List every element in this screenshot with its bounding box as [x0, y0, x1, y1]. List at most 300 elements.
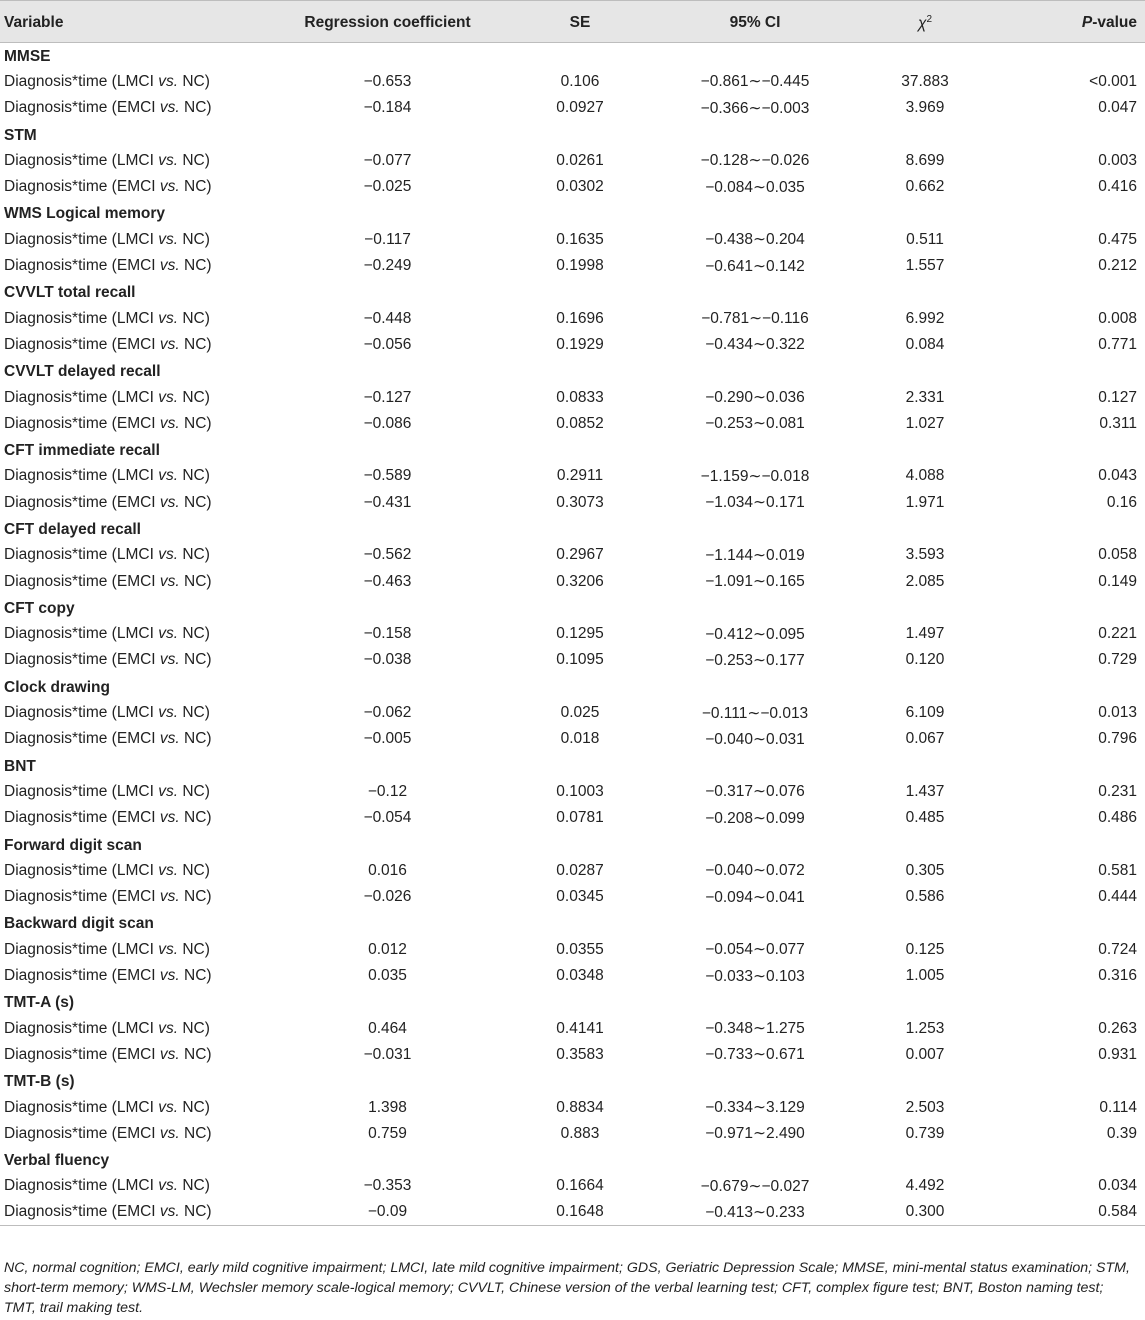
comparison-prefix: Diagnosis*time (	[4, 1203, 117, 1221]
cell-regression-coefficient: −0.026	[363, 888, 412, 906]
comparison-group: EMCI	[116, 967, 160, 985]
comparison-prefix: Diagnosis*time (	[4, 888, 117, 906]
cell-chi-square: 2.331	[905, 388, 945, 406]
cell-comparison	[0, 1015, 270, 1041]
comparison-group: LMCI	[116, 782, 159, 800]
cell-se: 0.0355	[556, 940, 604, 958]
comparison-suffix: NC)	[179, 730, 212, 748]
comparison-vs: vs.	[159, 888, 180, 906]
cell-p-value: 0.39	[1106, 1124, 1137, 1142]
comparison-group: LMCI	[116, 72, 159, 90]
comparison-vs: vs.	[158, 625, 179, 643]
cell-comparison	[0, 1173, 270, 1199]
cell-regression-coefficient: −0.353	[363, 1177, 412, 1195]
cell-se: 0.2967	[556, 546, 604, 564]
cell-chi-square: 1.437	[905, 782, 945, 800]
cell-se: 0.1295	[556, 625, 604, 643]
cell-comparison	[0, 726, 270, 752]
cell-p-value: 0.724	[1098, 940, 1137, 958]
comparison-vs: vs.	[159, 572, 180, 590]
cell-95-ci: −0.348∼1.275	[705, 1020, 805, 1038]
cell-regression-coefficient: −0.005	[363, 730, 412, 748]
comparison-vs: vs.	[159, 1124, 180, 1142]
comparison-vs: vs.	[158, 467, 179, 485]
cell-p-value: 0.316	[1098, 967, 1137, 985]
cell-chi-square: 0.305	[905, 861, 945, 879]
comparison-group: EMCI	[116, 1203, 160, 1221]
cell-p-value: 0.047	[1098, 99, 1137, 117]
cell-95-ci: −0.253∼0.081	[705, 415, 805, 433]
header-p-value	[995, 1, 1145, 43]
cell-regression-coefficient: 0.759	[368, 1124, 407, 1142]
cell-chi-square: 1.971	[905, 493, 945, 511]
comparison-prefix: Diagnosis*time (	[4, 467, 117, 485]
comparison-prefix: Diagnosis*time (	[4, 861, 117, 879]
cell-chi-square: 1.253	[905, 1019, 945, 1037]
cell-comparison	[0, 700, 270, 726]
cell-p-value: 0.475	[1098, 230, 1137, 248]
section-row	[0, 595, 1145, 621]
section-title: Verbal fluency	[4, 1152, 110, 1170]
cell-se: 0.0781	[556, 809, 604, 827]
cell-regression-coefficient: −0.054	[363, 809, 412, 827]
cell-chi-square: 0.007	[905, 1045, 945, 1063]
section-title: Forward digit scan	[4, 836, 142, 854]
cell-chi-square: 3.969	[905, 99, 945, 117]
comparison-vs: vs.	[159, 1203, 180, 1221]
comparison-vs: vs.	[159, 809, 180, 827]
cell-regression-coefficient: −0.056	[363, 335, 412, 353]
comparison-suffix: NC)	[179, 572, 212, 590]
cell-regression-coefficient: −0.589	[363, 467, 412, 485]
comparison-prefix: Diagnosis*time (	[4, 309, 117, 327]
cell-comparison	[0, 1200, 270, 1226]
table-row	[0, 174, 1145, 200]
section-title: Backward digit scan	[4, 915, 154, 933]
table-row	[0, 805, 1145, 831]
section-title: WMS Logical memory	[4, 205, 166, 223]
comparison-group: EMCI	[116, 651, 160, 669]
cell-chi-square: 3.593	[905, 546, 945, 564]
cell-95-ci: −0.128∼−0.026	[700, 152, 810, 170]
cell-chi-square: 1.497	[905, 625, 945, 643]
cell-regression-coefficient: 0.016	[368, 861, 407, 879]
cell-p-value: 0.013	[1098, 704, 1137, 722]
cell-95-ci: −0.971∼2.490	[705, 1125, 805, 1143]
comparison-suffix: NC)	[179, 967, 212, 985]
cell-regression-coefficient: 1.398	[368, 1098, 407, 1116]
comparison-group: LMCI	[116, 1019, 159, 1037]
section-row	[0, 121, 1145, 147]
cell-chi-square: 6.992	[905, 309, 945, 327]
comparison-suffix: NC)	[179, 257, 212, 275]
table-row	[0, 95, 1145, 121]
comparison-group: LMCI	[116, 230, 159, 248]
comparison-vs: vs.	[159, 99, 180, 117]
comparison-suffix: NC)	[178, 940, 210, 958]
cell-p-value: 0.729	[1098, 651, 1137, 669]
cell-regression-coefficient: −0.562	[363, 546, 412, 564]
comparison-group: EMCI	[116, 888, 160, 906]
cell-regression-coefficient: −0.062	[363, 704, 412, 722]
table-header	[0, 1, 1145, 43]
cell-se: 0.1929	[556, 335, 604, 353]
cell-se: 0.025	[560, 704, 600, 722]
comparison-vs: vs.	[158, 230, 179, 248]
cell-se: 0.0927	[556, 99, 604, 117]
comparison-prefix: Diagnosis*time (	[4, 72, 117, 90]
cell-comparison	[0, 69, 270, 95]
section-row	[0, 831, 1145, 857]
comparison-group: LMCI	[116, 625, 159, 643]
comparison-vs: vs.	[158, 1019, 179, 1037]
cell-95-ci: −1.034∼0.171	[705, 494, 805, 512]
comparison-vs: vs.	[159, 967, 180, 985]
cell-chi-square: 0.120	[905, 651, 945, 669]
cell-se: 0.1095	[556, 651, 604, 669]
cell-chi-square: 2.085	[905, 572, 945, 590]
table-row	[0, 963, 1145, 989]
comparison-prefix: Diagnosis*time (	[4, 940, 117, 958]
cell-comparison	[0, 858, 270, 884]
section-title: MMSE	[4, 47, 51, 65]
p-italic: P	[1081, 14, 1093, 31]
comparison-group: EMCI	[116, 809, 160, 827]
cell-se: 0.0287	[556, 861, 604, 879]
table-row	[0, 568, 1145, 594]
table-row	[0, 411, 1145, 437]
comparison-vs: vs.	[158, 151, 179, 169]
comparison-suffix: NC)	[179, 414, 212, 432]
cell-95-ci: −0.434∼0.322	[705, 336, 805, 354]
cell-chi-square: 6.109	[905, 704, 945, 722]
cell-se: 0.3206	[556, 572, 604, 590]
comparison-suffix: NC)	[179, 493, 212, 511]
table-row	[0, 937, 1145, 963]
comparison-vs: vs.	[158, 782, 179, 800]
cell-se: 0.0833	[556, 388, 604, 406]
cell-chi-square: 0.662	[905, 178, 945, 196]
p-rest: -value	[1092, 14, 1137, 31]
cell-regression-coefficient: −0.463	[363, 572, 412, 590]
comparison-group: EMCI	[116, 335, 160, 353]
comparison-vs: vs.	[158, 940, 179, 958]
comparison-suffix: NC)	[178, 704, 210, 722]
comparison-suffix: NC)	[179, 335, 212, 353]
cell-95-ci: −0.366∼−0.003	[700, 99, 810, 117]
comparison-group: LMCI	[116, 467, 159, 485]
cell-comparison	[0, 805, 270, 831]
cell-se: 0.1635	[556, 230, 604, 248]
cell-regression-coefficient: 0.464	[368, 1019, 407, 1037]
cell-p-value: 0.114	[1099, 1098, 1137, 1116]
comparison-suffix: NC)	[179, 809, 212, 827]
cell-se: 0.0852	[556, 414, 604, 432]
comparison-suffix: NC)	[179, 1124, 212, 1142]
cell-chi-square: 8.699	[905, 151, 945, 169]
cell-se: 0.0302	[556, 178, 604, 196]
comparison-vs: vs.	[159, 414, 180, 432]
cell-se: 0.3583	[556, 1045, 604, 1063]
cell-regression-coefficient: −0.127	[363, 388, 412, 406]
table-footnote: NC, normal cognition; EMCI, early mild cognitive impairment; LMCI, late mild cognitive impairment; GDS, Geriatric Depression Scale; MMSE, mini-mental status examination; STM, short-term memory; WMS-LM, Wechsler memory scale-logical memory; CVVLT, Chinese version of the verbal learning test; CFT, complex figure test; BNT, Boston naming test; TMT, trail making test.	[4, 1260, 1130, 1316]
cell-se: 0.0345	[556, 888, 604, 906]
cell-p-value: 0.771	[1098, 335, 1137, 353]
comparison-suffix: NC)	[178, 1098, 210, 1116]
table-row	[0, 647, 1145, 673]
cell-chi-square: 4.492	[905, 1177, 945, 1195]
cell-p-value: 0.149	[1098, 572, 1137, 590]
comparison-prefix: Diagnosis*time (	[4, 572, 117, 590]
cell-regression-coefficient: −0.09	[367, 1203, 408, 1221]
cell-p-value: 0.584	[1098, 1203, 1137, 1221]
comparison-group: LMCI	[116, 1098, 159, 1116]
cell-p-value: 0.058	[1098, 546, 1137, 564]
cell-95-ci: −0.040∼0.072	[705, 862, 805, 880]
cell-comparison	[0, 1042, 270, 1068]
comparison-prefix: Diagnosis*time (	[4, 1124, 117, 1142]
cell-comparison	[0, 884, 270, 910]
table-row	[0, 1200, 1145, 1226]
cell-95-ci: −0.253∼0.177	[705, 651, 805, 669]
section-title: CFT copy	[4, 599, 75, 617]
section-row	[0, 1147, 1145, 1173]
cell-p-value: 0.416	[1098, 178, 1137, 196]
cell-se: 0.106	[560, 72, 600, 90]
comparison-group: EMCI	[116, 414, 160, 432]
cell-95-ci: −0.033∼0.103	[705, 967, 805, 985]
cell-regression-coefficient: −0.184	[363, 99, 412, 117]
header-se: SE	[569, 14, 591, 31]
cell-se: 0.1696	[556, 309, 604, 327]
cell-comparison	[0, 384, 270, 410]
table-row	[0, 621, 1145, 647]
cell-regression-coefficient: −0.025	[363, 178, 412, 196]
header-95-ci: 95% CI	[729, 14, 781, 31]
cell-comparison	[0, 568, 270, 594]
cell-se: 0.0261	[556, 151, 604, 169]
section-title: BNT	[4, 757, 36, 775]
cell-regression-coefficient: 0.012	[368, 940, 407, 958]
cell-95-ci: −1.144∼0.019	[705, 546, 805, 564]
cell-95-ci: −0.679∼−0.027	[700, 1177, 810, 1195]
comparison-group: EMCI	[116, 730, 160, 748]
cell-95-ci: −0.733∼0.671	[705, 1046, 805, 1064]
comparison-prefix: Diagnosis*time (	[4, 1098, 117, 1116]
cell-se: 0.3073	[556, 493, 604, 511]
comparison-group: EMCI	[116, 178, 160, 196]
cell-p-value: 0.263	[1098, 1019, 1137, 1037]
table-row	[0, 332, 1145, 358]
table-row	[0, 779, 1145, 805]
cell-comparison	[0, 542, 270, 568]
cell-95-ci: −0.861∼−0.445	[700, 73, 810, 91]
comparison-group: EMCI	[116, 257, 160, 275]
section-row	[0, 910, 1145, 936]
cell-se: 0.018	[560, 730, 600, 748]
section-title: TMT-B (s)	[4, 1073, 75, 1091]
table-row	[0, 884, 1145, 910]
cell-comparison	[0, 937, 270, 963]
cell-p-value: <0.001	[1089, 72, 1137, 90]
comparison-suffix: NC)	[178, 861, 210, 879]
cell-regression-coefficient: −0.448	[363, 309, 412, 327]
table-row	[0, 858, 1145, 884]
comparison-prefix: Diagnosis*time (	[4, 546, 117, 564]
comparison-suffix: NC)	[178, 467, 210, 485]
cell-p-value: 0.127	[1098, 388, 1137, 406]
comparison-suffix: NC)	[179, 888, 212, 906]
comparison-vs: vs.	[158, 388, 179, 406]
table-row	[0, 69, 1145, 95]
comparison-group: EMCI	[116, 572, 160, 590]
table-row	[0, 463, 1145, 489]
cell-95-ci: −0.317∼0.076	[705, 783, 805, 801]
comparison-vs: vs.	[158, 72, 179, 90]
comparison-prefix: Diagnosis*time (	[4, 730, 117, 748]
comparison-prefix: Diagnosis*time (	[4, 257, 117, 275]
section-title: CFT immediate recall	[4, 442, 160, 460]
cell-95-ci: −0.208∼0.099	[705, 809, 805, 827]
comparison-group: LMCI	[116, 388, 159, 406]
comparison-suffix: NC)	[178, 151, 210, 169]
comparison-prefix: Diagnosis*time (	[4, 1177, 117, 1195]
cell-95-ci: −0.084∼0.035	[705, 178, 805, 196]
comparison-group: LMCI	[116, 1177, 159, 1195]
chi-symbol: χ	[917, 15, 927, 33]
cell-regression-coefficient: −0.249	[363, 257, 412, 275]
cell-95-ci: −0.054∼0.077	[705, 941, 805, 959]
table-row	[0, 148, 1145, 174]
section-row	[0, 43, 1145, 69]
cell-se: 0.1664	[556, 1177, 604, 1195]
comparison-vs: vs.	[158, 704, 179, 722]
section-row	[0, 437, 1145, 463]
table-row	[0, 542, 1145, 568]
cell-p-value: 0.311	[1099, 414, 1137, 432]
comparison-prefix: Diagnosis*time (	[4, 967, 117, 985]
table-row	[0, 253, 1145, 279]
cell-chi-square: 0.067	[905, 730, 945, 748]
header-variable: Variable	[4, 14, 64, 31]
comparison-prefix: Diagnosis*time (	[4, 625, 117, 643]
table-row	[0, 1042, 1145, 1068]
cell-comparison	[0, 332, 270, 358]
comparison-vs: vs.	[159, 257, 180, 275]
comparison-vs: vs.	[158, 861, 179, 879]
cell-se: 0.883	[560, 1124, 600, 1142]
cell-comparison	[0, 621, 270, 647]
cell-p-value: 0.444	[1098, 888, 1137, 906]
cell-chi-square: 0.485	[905, 809, 945, 827]
section-row	[0, 753, 1145, 779]
cell-chi-square: 1.005	[905, 967, 945, 985]
header-regression-coefficient: Regression coefficient	[304, 14, 471, 31]
cell-95-ci: −0.413∼0.233	[705, 1203, 805, 1221]
cell-95-ci: −0.334∼3.129	[705, 1099, 805, 1117]
cell-regression-coefficient: −0.158	[363, 625, 412, 643]
comparison-suffix: NC)	[178, 782, 210, 800]
comparison-suffix: NC)	[178, 230, 210, 248]
comparison-vs: vs.	[159, 178, 180, 196]
cell-chi-square: 0.300	[905, 1203, 945, 1221]
section-title: Clock drawing	[4, 678, 110, 696]
comparison-prefix: Diagnosis*time (	[4, 1019, 117, 1037]
comparison-suffix: NC)	[178, 72, 210, 90]
cell-chi-square: 4.088	[905, 467, 945, 485]
cell-comparison	[0, 647, 270, 673]
comparison-prefix: Diagnosis*time (	[4, 782, 117, 800]
cell-95-ci: −0.111∼−0.013	[701, 704, 809, 722]
cell-chi-square: 0.586	[905, 888, 945, 906]
comparison-prefix: Diagnosis*time (	[4, 493, 117, 511]
table-row	[0, 1173, 1145, 1199]
comparison-prefix: Diagnosis*time (	[4, 230, 117, 248]
cell-95-ci: −0.438∼0.204	[705, 231, 805, 249]
comparison-prefix: Diagnosis*time (	[4, 99, 117, 117]
cell-se: 0.4141	[556, 1019, 604, 1037]
comparison-prefix: Diagnosis*time (	[4, 414, 117, 432]
cell-regression-coefficient: −0.077	[363, 151, 412, 169]
cell-chi-square: 0.084	[905, 335, 945, 353]
comparison-suffix: NC)	[179, 651, 212, 669]
cell-chi-square: 0.739	[905, 1124, 945, 1142]
comparison-vs: vs.	[158, 1177, 179, 1195]
section-title: CVVLT delayed recall	[4, 363, 161, 381]
cell-comparison	[0, 227, 270, 253]
header-row	[0, 1, 1145, 43]
cell-p-value: 0.043	[1098, 467, 1137, 485]
comparison-vs: vs.	[158, 1098, 179, 1116]
cell-se: 0.1998	[556, 257, 604, 275]
comparison-group: LMCI	[116, 940, 159, 958]
cell-se: 0.1648	[556, 1203, 604, 1221]
cell-p-value: 0.212	[1098, 257, 1137, 275]
section-row	[0, 989, 1145, 1015]
comparison-prefix: Diagnosis*time (	[4, 704, 117, 722]
cell-95-ci: −0.781∼−0.116	[701, 310, 809, 328]
comparison-suffix: NC)	[179, 1045, 212, 1063]
cell-comparison	[0, 1121, 270, 1147]
cell-p-value: 0.231	[1098, 782, 1137, 800]
cell-regression-coefficient: −0.031	[363, 1045, 412, 1063]
table-row	[0, 726, 1145, 752]
cell-chi-square: 37.883	[901, 72, 949, 90]
cell-comparison	[0, 95, 270, 121]
comparison-vs: vs.	[159, 335, 180, 353]
cell-chi-square: 1.557	[905, 257, 945, 275]
comparison-suffix: NC)	[178, 388, 210, 406]
header-chi-square	[855, 1, 995, 43]
cell-regression-coefficient: −0.653	[363, 72, 412, 90]
cell-p-value: 0.008	[1098, 309, 1137, 327]
table-row	[0, 1015, 1145, 1041]
comparison-vs: vs.	[159, 493, 180, 511]
cell-p-value: 0.486	[1098, 809, 1137, 827]
section-row	[0, 516, 1145, 542]
section-title: STM	[4, 126, 37, 144]
chi-superscript: 2	[926, 14, 933, 25]
cell-95-ci: −0.641∼0.142	[705, 257, 805, 275]
comparison-prefix: Diagnosis*time (	[4, 388, 117, 406]
cell-p-value: 0.796	[1098, 730, 1137, 748]
cell-comparison	[0, 253, 270, 279]
table-row	[0, 1094, 1145, 1120]
cell-95-ci: −0.040∼0.031	[705, 730, 805, 748]
cell-chi-square: 0.511	[906, 230, 944, 248]
table-row	[0, 1121, 1145, 1147]
cell-p-value: 0.16	[1106, 493, 1137, 511]
